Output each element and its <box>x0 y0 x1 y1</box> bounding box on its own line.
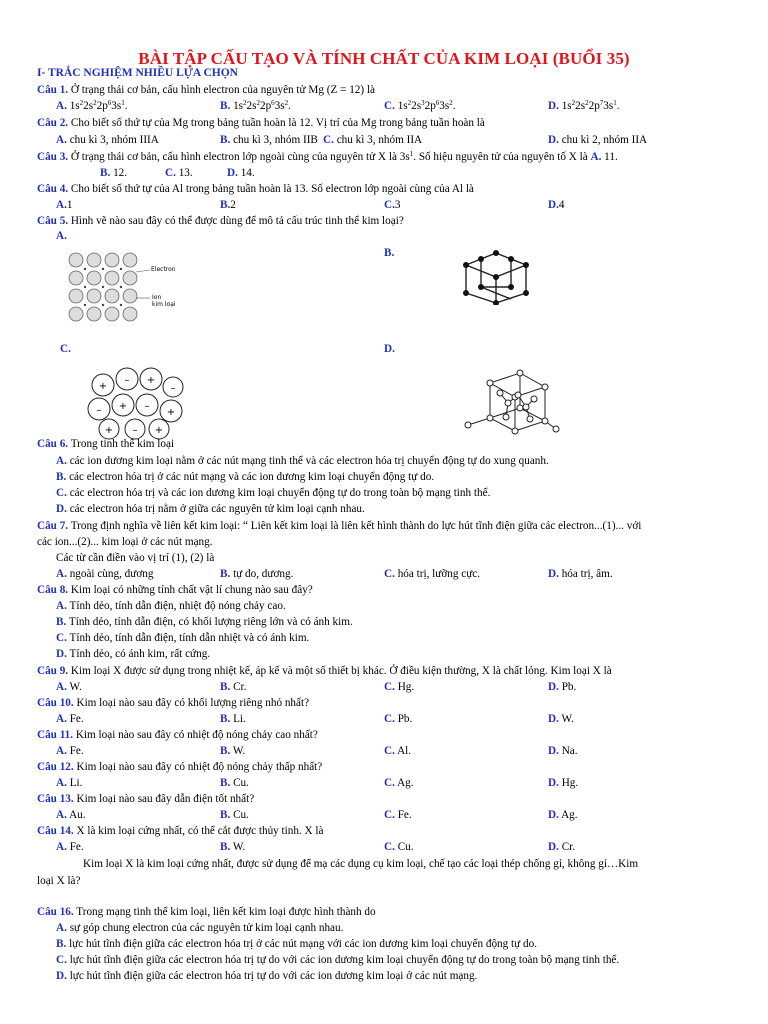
svg-text:–: – <box>144 401 150 412</box>
question-text: Ở trạng thái cơ bản, cấu hình electron của nguyên tử Mg (Z = 12) là <box>68 84 375 96</box>
q7-option-d: D. hóa trị, âm. <box>548 568 613 580</box>
q5-option-b-label: B. <box>384 247 395 259</box>
q16-option-a: A. sự góp chung electron của các nguyên tử kim loại cạnh nhau. <box>56 922 344 934</box>
svg-text:–: – <box>96 405 102 416</box>
q14-option-a: A. Fe. <box>56 841 84 853</box>
q10-option-c: C. Pb. <box>384 713 413 725</box>
page-title: BÀI TẬP CẤU TẠO VÀ TÍNH CHẤT CỦA KIM LOẠI (BUỔI 35) <box>138 49 630 68</box>
q10-option-b: B. Li. <box>220 713 246 725</box>
question-4: Câu 4. Cho biết số thứ tự của Al trong bảng tuần hoàn là 13. Số electron lớp ngoài cùng của Al là <box>37 183 474 195</box>
q5-option-c-label: C. <box>60 343 71 355</box>
q4-option-a: A.1 <box>56 199 73 211</box>
q8-option-c: C. Tính dẻo, tính dẫn điện, tính dẫn nhiệt và có ánh kim. <box>56 632 310 644</box>
q7-option-a: A. ngoài cùng, dương <box>56 568 154 580</box>
q12-option-b: B. Cu. <box>220 777 249 789</box>
question-10: Câu 10. Kim loại nào sau đây có khối lượng riêng nhỏ nhất? <box>37 697 310 709</box>
question-6: Câu 6. Trong tinh thể kim loại <box>37 438 175 450</box>
svg-text:+: + <box>104 425 114 436</box>
question-8: Câu 8. Kim loại có những tính chất vật lí chung nào sau đây? <box>37 584 313 596</box>
svg-text:+: + <box>166 407 176 418</box>
q11-option-b: B. W. <box>220 745 246 757</box>
svg-text:–: – <box>124 375 130 386</box>
q13-option-b: B. Cu. <box>220 809 249 821</box>
question-14: Câu 14. X là kim loại cứng nhất, có thể cắt được thủy tinh. X là <box>37 825 324 837</box>
q12-option-a: A. Li. <box>56 777 83 789</box>
q8-option-a: A. Tính dẻo, tính dẫn điện, nhiệt độ nóng chảy cao. <box>56 600 286 612</box>
electron-sea-diagram: Electron Ion kim loại <box>66 250 178 328</box>
question-9: Câu 9. Kim loại X được sử dụng trong nhiệt kế, áp kế và một số thiết bị khác. Ở điều kiện thường, X là chất lỏng. Kim loại X là <box>37 665 612 677</box>
q9-option-a: A. W. <box>56 681 82 693</box>
q10-option-a: A. Fe. <box>56 713 84 725</box>
svg-text:+: + <box>154 425 164 436</box>
q5-option-a-label: A. <box>56 230 67 242</box>
q5-option-d-label: D. <box>384 343 395 355</box>
question-7: Câu 7. Trong định nghĩa về liên kết kim loại: “ Liên kết kim loại là liên kết hình thành do lực hút tĩnh điện giữa các electron...(1)... với <box>37 520 642 532</box>
q6-option-b: B. các electron hóa trị ở các nút mạng và các ion dương kim loại chuyển động tự do. <box>56 471 435 483</box>
q1-option-c: C. $1s^22s^32p^63s^2$. <box>384 99 456 112</box>
q16-option-b: B. lực hút tĩnh điện giữa các electron hóa trị ở các nút mạng với các ion dương kim loại chuyển động tự do. <box>56 938 537 950</box>
q7-option-b: B. tự do, dương. <box>220 568 294 580</box>
ion-electron-diagram <box>85 365 185 440</box>
q10-option-d: D. W. <box>548 713 574 725</box>
q9-option-d: D. Pb. <box>548 681 577 693</box>
q11-option-c: C. Al. <box>384 745 412 757</box>
question-15-cont: loại X là? <box>37 875 81 887</box>
diamond-lattice-diagram <box>460 363 560 445</box>
question-1 <box>37 83 375 97</box>
q2-option-a: A. chu kì 3, nhóm IIIA <box>56 134 159 146</box>
q3-option-d: D. 14. <box>227 167 255 179</box>
q4-option-d: D.4 <box>548 199 565 211</box>
q7-option-c: C. hóa trị, lưỡng cực. <box>384 568 481 580</box>
q11-option-a: A. Fe. <box>56 745 84 757</box>
svg-text:–: – <box>170 383 176 394</box>
q12-option-d: D. Hg. <box>548 777 579 789</box>
q1-option-d: D. $1s^22s^22p^73s^1$. <box>548 99 620 112</box>
q6-option-c: C. các electron hóa trị và các ion dương kim loại chuyển động tự do trong toàn bộ mạng tinh thể. <box>56 487 491 499</box>
q11-option-d: D. Na. <box>548 745 578 757</box>
q14-option-c: C. Cu. <box>384 841 414 853</box>
ionic-lattice-diagram <box>456 245 536 305</box>
q3-option-b: B. 12. <box>100 167 128 179</box>
q16-option-c: C. lực hút tĩnh điện giữa các electron hóa trị tự do với các ion dương kim loại chuyển động tự do trong toàn bộ mạng tinh thể. <box>56 954 620 966</box>
q8-option-b: B. Tính dẻo, tính dẫn điện, có khối lượng riêng lớn và có ánh kim. <box>56 616 353 628</box>
q14-option-d: D. Cr. <box>548 841 576 853</box>
question-2: Câu 2. Cho biết số thứ tự của Mg trong bảng tuần hoàn là 12. Vị trí của Mg trong bảng tuần hoàn là <box>37 117 485 129</box>
q13-option-c: C. Fe. <box>384 809 412 821</box>
question-16: Câu 16. Trong mạng tinh thể kim loại, liên kết kim loại được hình thành do <box>37 906 376 918</box>
question-11: Câu 11. Kim loại nào sau đây có nhiệt độ nóng chảy cao nhất? <box>37 729 318 741</box>
question-3: Câu 3. Ở trạng thái cơ bản, cấu hình electron lớp ngoài cùng của nguyên tử X là $3s^1$. Số hiệu nguyên tử của nguyên tố X là A. 11. <box>37 150 618 163</box>
q3-option-c: C. 13. <box>165 167 193 179</box>
q6-option-a: A. các ion dương kim loại nằm ở các nút mạng tinh thể và các electron hóa trị chuyển động tự do xung quanh. <box>56 455 549 467</box>
q4-option-c: C.3 <box>384 199 401 211</box>
question-number: Câu 1. <box>37 84 69 96</box>
q14-option-b: B. W. <box>220 841 246 853</box>
question-7-prompt: Các từ cần điền vào vị trí (1), (2) là <box>56 552 215 564</box>
q2-option-d: D. chu kì 2, nhóm IIA <box>548 134 648 146</box>
question-13: Câu 13. Kim loại nào sau đây dẫn điện tốt nhất? <box>37 793 255 805</box>
section-heading: I- TRẮC NGHIỆM NHIỀU LỰA CHỌN <box>37 67 238 79</box>
svg-text:+: + <box>118 401 128 412</box>
q4-option-b: B.2 <box>220 199 236 211</box>
question-15: Kim loại X là kim loại cứng nhất, được sử dụng để mạ các dụng cụ kim loại, chế tạo các loại thép chống gỉ, không gỉ…Kim <box>83 858 639 870</box>
q2-option-b: B. chu kì 3, nhóm IIB <box>220 134 318 146</box>
q13-option-d: D. Ag. <box>548 809 578 821</box>
q6-option-d: D. các electron hóa trị nằm ở giữa các nguyên tử kim loại cạnh nhau. <box>56 503 365 515</box>
q9-option-c: C. Hg. <box>384 681 415 693</box>
svg-text:–: – <box>132 425 138 436</box>
question-5: Câu 5. Hình vẽ nào sau đây có thể được dùng để mô tả cấu trúc tinh thể kim loại? <box>37 215 404 227</box>
q2-option-c: C. chu kì 3, nhóm IIA <box>323 134 423 146</box>
q8-option-d: D. Tính dẻo, có ánh kim, rất cứng. <box>56 648 211 660</box>
q13-option-a: A. Au. <box>56 809 86 821</box>
svg-text:+: + <box>98 381 108 392</box>
q12-option-c: C. Ag. <box>384 777 414 789</box>
svg-text:+: + <box>146 375 156 386</box>
question-7-cont: các ion...(2)... kim loại ở các nút mạng. <box>37 536 213 548</box>
q16-option-d: D. lực hút tĩnh điện giữa các electron hóa trị tự do với các ion dương kim loại ở các nút mạng. <box>56 970 478 982</box>
q9-option-b: B. Cr. <box>220 681 247 693</box>
q1-option-a: A. $1s^22s^22p^63s^1$. <box>56 99 128 112</box>
q1-option-b: B. $1s^22s^22p^63s^2$. <box>220 99 291 112</box>
question-12: Câu 12. Kim loại nào sau đây có nhiệt độ nóng chảy thấp nhất? <box>37 761 323 773</box>
